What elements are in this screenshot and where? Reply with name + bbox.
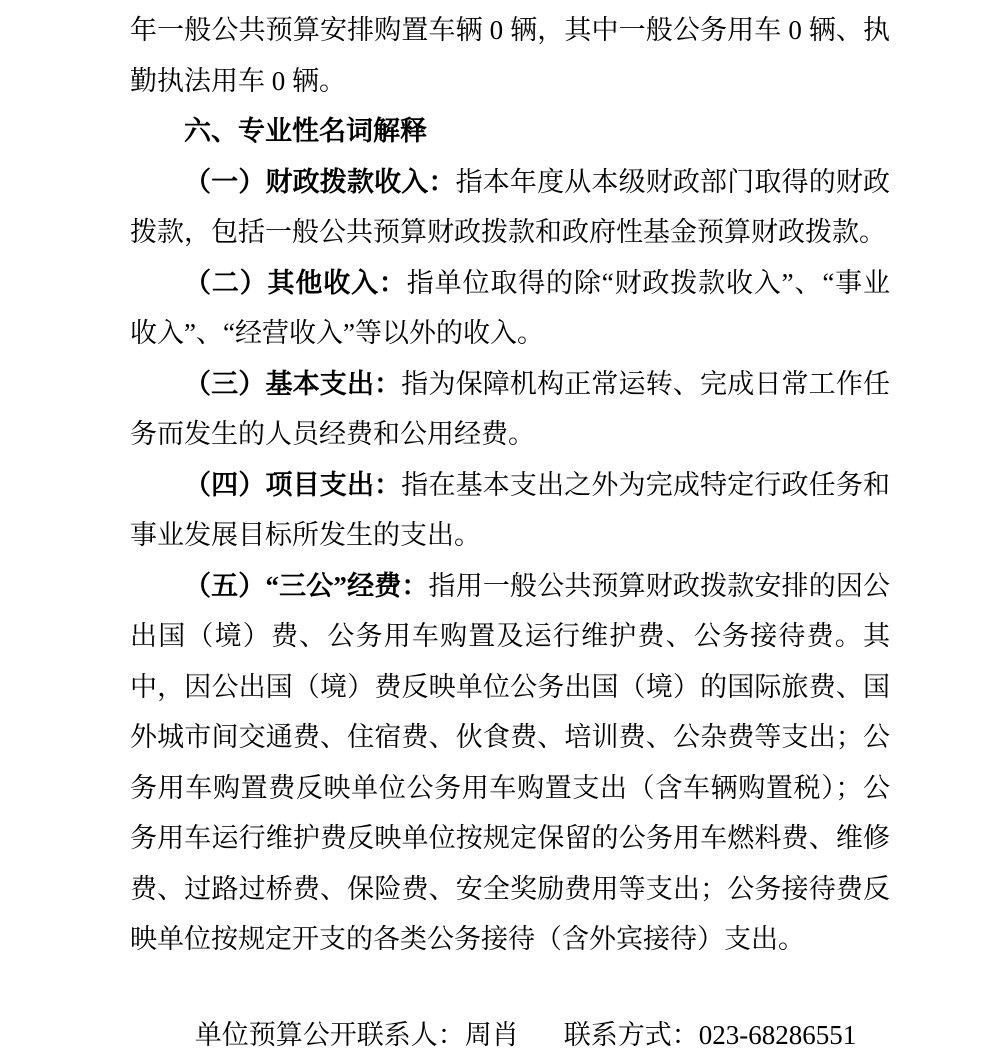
definition-paragraph-5 <box>130 561 890 965</box>
contact-person-label: 单位预算公开联系人： <box>194 1019 465 1050</box>
definition-term-1: （一）财政拨款收入： <box>184 166 456 197</box>
contact-phone-label: 联系方式： <box>563 1019 699 1050</box>
definition-term-2: （二）其他收入： <box>184 267 407 298</box>
definition-text-5: 指用一般公共预算财政拨款安排的因公出国（境）费、公务用车购置及运行维护费、公务接待费。其中，因公出国（境）费反映单位公务出国（境）的国际旅费、国外城市间交通费、住宿费、伙食费、培训费、公杂费等支出；公务用车购置费反映单位公务用车购置支出（含车辆购置税）；公务用车运行维护费反映单位按规定保留的公务用车燃料费、维修费、过路过桥费、保险费、安全奖励费用等支出；公务接待费反映单位按规定开支的各类公务接待（含外宾接待）支出。 <box>130 570 891 954</box>
definition-paragraph-2 <box>130 258 890 359</box>
section-heading: 六、专业性名词解释 <box>184 116 427 146</box>
definition-paragraph-1 <box>130 157 890 258</box>
contact-line <box>130 1010 890 1059</box>
definition-text-4: 指在基本支出之外为完成特定行政任务和事业发展目标所发生的支出。 <box>130 469 891 550</box>
contact-phone-number: 023-68286551 <box>698 1019 857 1050</box>
definition-text-2: 指单位取得的除“财政拨款收入”、“事业收入”、“经营收入”等以外的收入。 <box>130 267 891 348</box>
definition-term-3: （三）基本支出： <box>184 368 402 399</box>
definition-text-3: 指为保障机构正常运转、完成日常工作任务而发生的人员经费和公用经费。 <box>130 368 891 449</box>
definition-text-1: 指本年度从本级财政部门取得的财政拨款，包括一般公共预算财政拨款和政府性基金预算财政拨款。 <box>130 166 891 247</box>
definition-paragraph-3 <box>130 359 890 460</box>
definition-paragraph-4 <box>130 460 890 561</box>
definition-term-5: （五）“三公”经费： <box>184 570 429 601</box>
paragraph-vehicle-continuation: 年一般公共预算安排购置车辆 0 辆，其中一般公务用车 0 辆、执勤执法用车 0 辆。 <box>130 15 890 96</box>
definition-term-4: （四）项目支出： <box>184 469 402 500</box>
contact-person-name: 周肖 <box>464 1019 519 1050</box>
